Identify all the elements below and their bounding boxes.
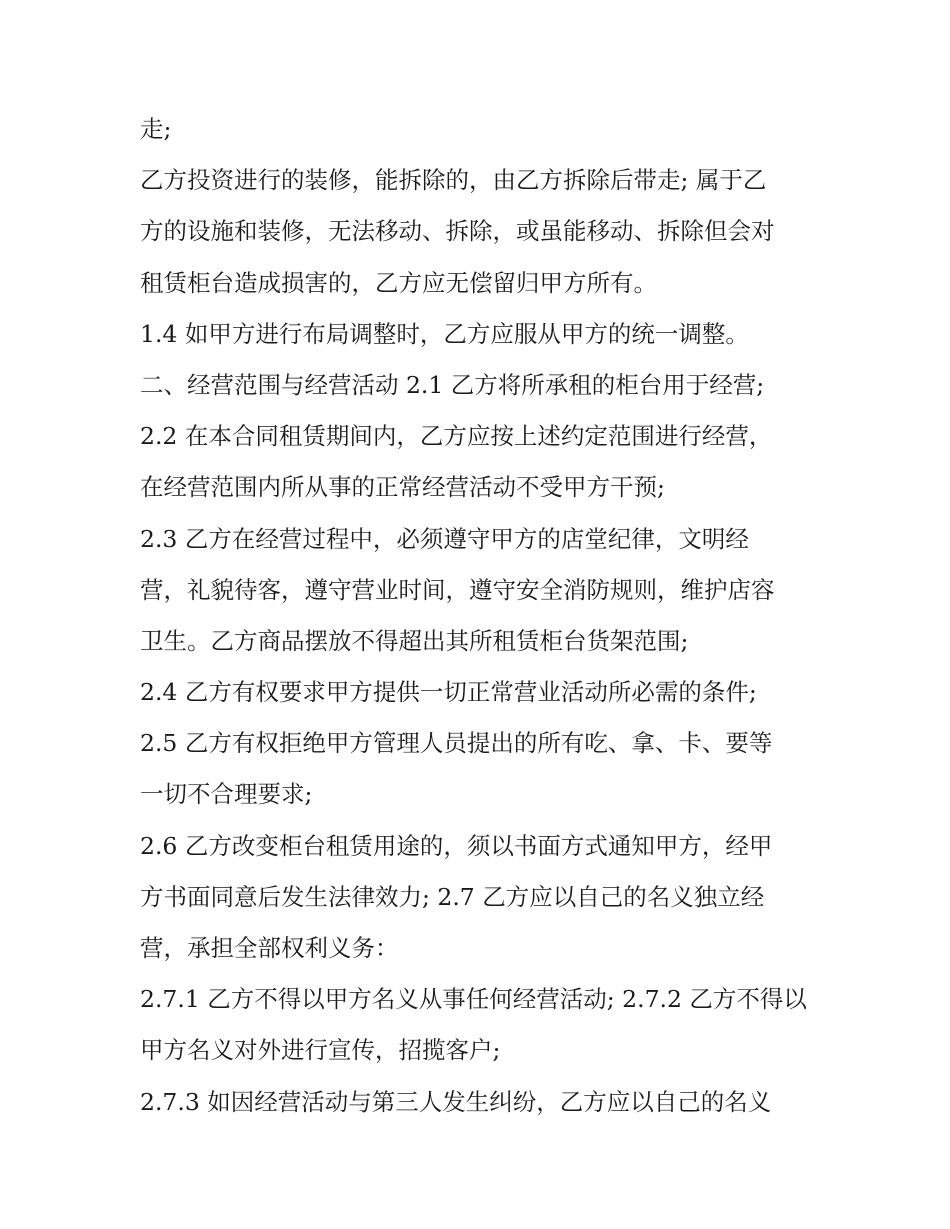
text-line: 甲方名义对外进行宣传，招揽客户;	[140, 1036, 501, 1065]
clause-2-5: 2.5 乙方有权拒绝甲方管理人员提出的所有吃、拿、卡、要等	[140, 729, 773, 758]
clause-2-2: 2.2 在本合同租赁期间内，乙方应按上述约定范围进行经营，	[140, 422, 773, 451]
text-line: 营，礼貌待客，遵守营业时间，遵守安全消防规则，维护店容	[140, 575, 775, 604]
document-body	[140, 104, 830, 1128]
text-line: 走;	[140, 115, 172, 143]
text-line: 乙方投资进行的装修，能拆除的，由乙方拆除后带走; 属于乙	[140, 166, 767, 195]
clause-2-6: 2.6 乙方改变柜台租赁用途的，须以书面方式通知甲方，经甲	[140, 831, 773, 860]
clause-2-4: 2.4 乙方有权要求甲方提供一切正常营业活动所必需的条件;	[140, 678, 757, 707]
text-line: 一切不合理要求;	[140, 780, 313, 809]
section-2-heading: 二、经营范围与经营活动 2.1 乙方将所承租的柜台用于经营;	[140, 370, 765, 399]
text-line: 营，承担全部权利义务：	[140, 934, 399, 962]
clause-1-4: 1.4 如甲方进行布局调整时，乙方应服从甲方的统一调整。	[140, 319, 749, 348]
text-line: 卫生。乙方商品摆放不得超出其所租赁柜台货架范围;	[140, 626, 689, 655]
clause-2-7-3: 2.7.3 如因经营活动与第三人发生纠纷，乙方应以自己的名义	[140, 1087, 772, 1116]
text-line: 在经营范围内所从事的正常经营活动不受甲方干预;	[140, 473, 665, 502]
text-line: 方的设施和装修，无法移动、拆除，或虽能移动、拆除但会对	[140, 217, 775, 246]
text-line: 租赁柜台造成损害的，乙方应无偿留归甲方所有。	[140, 268, 657, 297]
clause-2-3: 2.3 乙方在经营过程中，必须遵守甲方的店堂纪律，文明经	[140, 524, 749, 553]
clause-2-7-1: 2.7.1 乙方不得以甲方名义从事任何经营活动; 2.7.2 乙方不得以	[140, 985, 807, 1014]
text-line: 方书面同意后发生法律效力; 2.7 乙方应以自己的名义独立经	[140, 882, 765, 911]
